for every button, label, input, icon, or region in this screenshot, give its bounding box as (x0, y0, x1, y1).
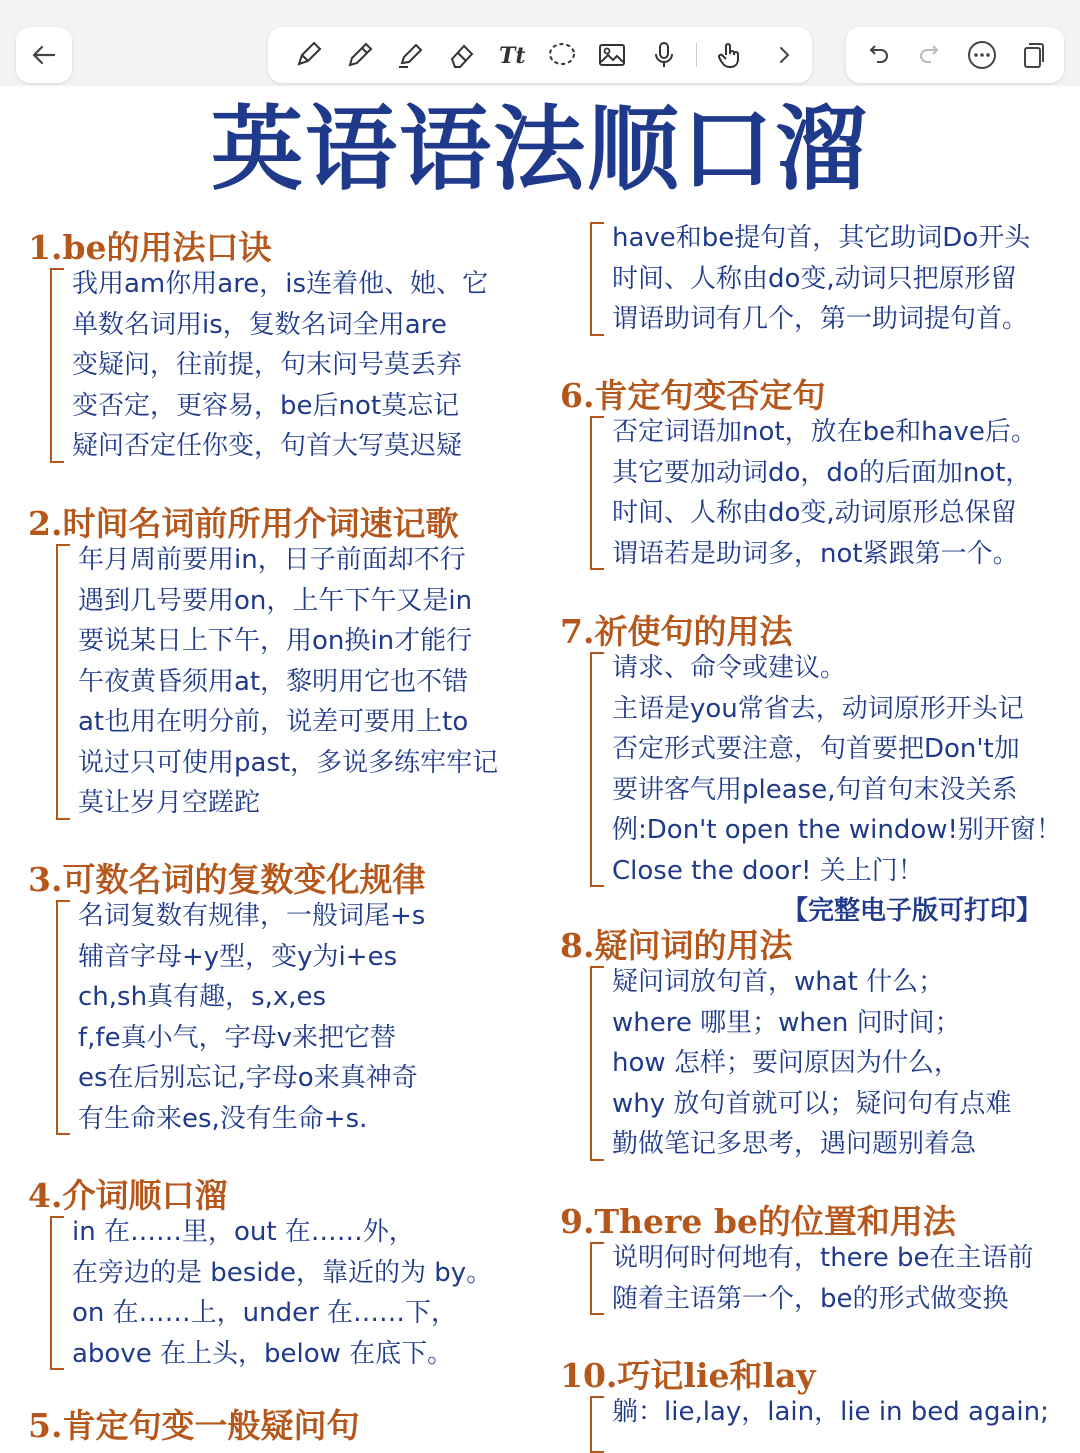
pen-tool[interactable] (286, 27, 330, 83)
marker-tool[interactable] (388, 27, 432, 83)
section-body (590, 1392, 1049, 1433)
section-heading: 10.巧记lie和lay (560, 1356, 816, 1395)
section-line: 谓语若是助词多，not紧跟第一个。 (612, 538, 1019, 569)
section-heading: 1.be的用法口诀 (28, 228, 272, 267)
section-line: 例:Don't open the window!别开窗！ (612, 815, 1062, 845)
section-heading: 9.There be的位置和用法 (560, 1202, 956, 1241)
back-button[interactable] (16, 27, 72, 83)
section-line: 否定形式要注意，句首要把Don't加 (612, 734, 1020, 764)
section-line: 随着主语第一个，be的形式做变换 (612, 1283, 1009, 1314)
lasso-tool[interactable] (540, 27, 584, 83)
section-line: at也用在明分前，说差可要用上to (78, 707, 469, 737)
section-body (56, 896, 425, 1139)
section-line: 请求、命令或建议。 (612, 653, 847, 683)
section-body (590, 412, 1037, 574)
section-line: above 在上头，below 在底下。 (72, 1338, 454, 1369)
section-body (590, 218, 1030, 340)
section-line: 勤做笔记多思考，遇问题别着急 (612, 1129, 977, 1159)
section-bracket (590, 1242, 604, 1315)
section-line: why 放句首就可以；疑问句有点难 (612, 1088, 1012, 1119)
section-bracket (590, 652, 604, 887)
redo-button[interactable] (908, 27, 952, 83)
section-body (590, 648, 1062, 891)
action-palette (846, 27, 1064, 83)
section-line: 时间、人称由do变,动词原形总保留 (612, 498, 1017, 528)
section-line: 名词复数有规律，一般词尾+s (78, 901, 426, 931)
tool-palette (268, 27, 812, 83)
section-bracket (56, 544, 70, 820)
marker-icon (394, 39, 426, 71)
hand-pointer-icon (714, 39, 746, 71)
more-icon (966, 39, 998, 71)
section-line: 时间、人称由do变,动词只把原形留 (612, 263, 1017, 294)
svg-text:Tt: Tt (499, 43, 526, 69)
section-line: 我用am你用are，is连着他、她、它 (72, 269, 489, 299)
section-line: have和be提句首，其它助词Do开头 (612, 223, 1031, 253)
pencil-icon (344, 39, 376, 71)
printable-note: 【完整电子版可打印】 (782, 896, 1043, 926)
arrow-left-icon (30, 41, 58, 69)
section-line: 变疑问，往前提，句末问号莫丢弃 (72, 350, 463, 380)
undo-icon (862, 39, 894, 71)
section-line: 其它要加动词do，do的后面加not， (612, 457, 1032, 488)
section-heading: 7.祈使句的用法 (560, 612, 793, 651)
toolbar (0, 0, 1080, 86)
pen-icon (292, 39, 324, 71)
section-body (56, 540, 498, 824)
redo-icon (914, 39, 946, 71)
section-heading: 2.时间名词前所用介词速记歌 (28, 504, 459, 543)
undo-button[interactable] (856, 27, 900, 83)
section-heading: 3.可数名词的复数变化规律 (28, 860, 426, 899)
section-body (590, 962, 1011, 1165)
section-line: in 在……里，out 在……外， (72, 1217, 415, 1247)
section-bracket (590, 966, 604, 1161)
section-line: where 哪里；when 问时间； (612, 1007, 961, 1038)
text-tool-icon (496, 39, 528, 71)
section-bracket (56, 900, 70, 1135)
eraser-icon (446, 39, 478, 71)
section-line: 有生命来es,没有生命+s. (78, 1103, 368, 1134)
more-tools-button[interactable] (762, 27, 806, 83)
section-line: 在旁边的是 beside，靠近的为 by。 (72, 1257, 493, 1288)
section-line: es在后别忘记,字母o来真神奇 (78, 1063, 418, 1093)
section-body (50, 1212, 492, 1374)
section-line: on 在……上，under 在……下， (72, 1298, 458, 1328)
section-line: 年月周前要用in，日子前面却不行 (78, 545, 466, 575)
more-button[interactable] (960, 27, 1004, 83)
section-bracket (590, 416, 604, 570)
page-title: 英语语法顺口溜 (210, 95, 869, 203)
section-line: 单数名词用is，复数名词全用are (72, 309, 447, 340)
section-line: 说过只可使用past，多说多练牢牢记 (78, 747, 499, 778)
section-line: 谓语助词有几个，第一助词提句首。 (612, 304, 1029, 334)
lasso-icon (546, 39, 578, 71)
section-line: how 怎样；要问原因为什么， (612, 1048, 960, 1078)
toolbar-divider (696, 43, 697, 67)
section-heading: 8.疑问词的用法 (560, 926, 793, 965)
section-bracket (50, 1216, 64, 1370)
section-line: 遇到几号要用on，上午下午又是in (78, 585, 473, 616)
section-line: 躺：lie,lay，lain，lie in bed again; (612, 1397, 1049, 1427)
section-heading: 5.肯定句变一般疑问句 (28, 1406, 360, 1445)
section-bracket (590, 1396, 604, 1453)
section-bracket (590, 222, 604, 336)
section-line: 午夜黄昏须用at，黎明用它也不错 (78, 666, 469, 697)
section-line: f,fe真小气，字母v来把它替 (78, 1022, 396, 1053)
section-heading: 6.肯定句变否定句 (560, 376, 826, 415)
section-line: 说明何时何地有，there be在主语前 (612, 1243, 1034, 1273)
chevron-right-icon (768, 39, 800, 71)
section-line: 否定词语加not，放在be和have后。 (612, 417, 1037, 447)
section-line: ch,sh真有趣，s,x,es (78, 982, 327, 1012)
microphone-tool[interactable] (642, 27, 686, 83)
section-line: 要讲客气用please,句首句末没关系 (612, 774, 1018, 805)
microphone-icon (648, 39, 680, 71)
section-heading: 4.介词顺口溜 (28, 1176, 228, 1215)
eraser-tool[interactable] (440, 27, 484, 83)
section-line: 变否定，更容易，be后not莫忘记 (72, 390, 460, 421)
pages-button[interactable] (1012, 27, 1056, 83)
pages-icon (1018, 39, 1050, 71)
image-tool[interactable] (590, 27, 634, 83)
section-body (590, 1238, 1034, 1319)
section-line: 疑问否定任你变，句首大写莫迟疑 (72, 431, 463, 461)
section-line: 主语是you常省去，动词原形开头记 (612, 693, 1024, 724)
hand-pointer-tool[interactable] (708, 27, 752, 83)
section-bracket (50, 268, 64, 463)
section-line: 莫让岁月空蹉跎 (78, 788, 261, 818)
image-icon (596, 39, 628, 71)
section-body (50, 264, 488, 467)
section-line: 要说某日上下午，用on换in才能行 (78, 626, 473, 656)
pencil-tool[interactable] (338, 27, 382, 83)
section-line: 辅音字母+y型，变y为i+es (78, 941, 398, 972)
text-tool[interactable] (490, 27, 534, 83)
section-line: 疑问词放句首，what 什么； (612, 967, 945, 997)
section-line: Close the door! 关上门！ (612, 855, 924, 886)
